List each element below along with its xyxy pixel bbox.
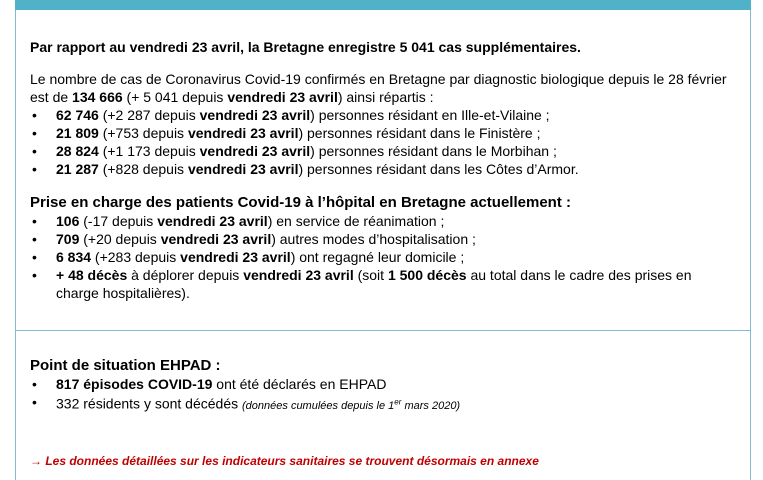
item-text: (+283 depuis [91,249,181,265]
hospital-list [30,212,735,302]
item-day: vendredi 23 avril [160,231,272,247]
bullet-icon: • [32,213,37,229]
item-text: (+1 173 depuis [98,143,200,159]
item-text: ) personnes résidant dans le Finistère ; [298,125,541,141]
intro-text: Par rapport au vendredi 23 avril, la Bretagne enregistre 5 041 cas supplémentaires [30,39,578,55]
deaths-total: 1 500 décès [387,267,467,283]
bullet-icon: • [32,249,37,265]
item-text: ) personnes résidant dans le Morbihan ; [310,143,557,159]
annex-note: → Les données détaillées sur les indicateurs sanitaires se trouvent désormais en annexe [30,454,539,468]
section-divider [15,330,751,331]
frame-right-border [750,10,751,480]
cases-text-1: Le nombre de cas de Coronavirus Covid-19 confirmés en Bretagne par diagnostic biologique depuis le 28 février est de [30,71,727,105]
item-number: 21 809 [56,125,99,141]
item-text: ont été déclarés en EHPAD [212,376,387,392]
bullet-icon: • [32,107,37,123]
cases-text-3: ) ainsi répartis : [337,89,434,105]
hospital-section [30,194,735,302]
cumulative-note [242,397,461,412]
list-item [30,106,735,124]
note-text: mars 2020) [401,399,461,412]
intro-period: . [577,39,581,55]
list-item [30,124,735,142]
frame-left-border [15,10,16,480]
item-day: vendredi 23 avril [243,267,354,283]
department-list [30,106,735,178]
ehpad-heading: Point de situation EHPAD : [30,357,221,374]
item-number: 106 [56,213,80,229]
bullet-icon: • [32,125,37,141]
item-day: vendredi 23 avril [199,143,311,159]
cases-total: 134 666 [72,89,123,105]
item-number: 28 824 [56,143,99,159]
item-day: vendredi 23 avril [157,213,268,229]
item-text: (+828 depuis [98,161,188,177]
item-day: vendredi 23 avril [180,249,291,265]
item-text: à déplorer depuis [127,267,244,283]
item-text: (-17 depuis [79,213,158,229]
bullet-icon: • [32,267,37,283]
list-item [30,393,735,415]
item-text: (+20 depuis [79,231,161,247]
list-item [30,375,735,393]
item-text: ) personnes résidant en Ille-et-Vilaine ; [310,107,550,123]
item-number: 62 746 [56,107,99,123]
item-text: ) ont regagné leur domicile ; [290,249,465,265]
item-day: vendredi 23 avril [199,107,311,123]
item-text: (soit [353,267,388,283]
list-item [30,212,735,230]
item-number: 6 834 [56,249,92,265]
item-day: vendredi 23 avril [187,125,299,141]
intro-summary [30,38,735,56]
item-day: vendredi 23 avril [187,161,299,177]
cases-text-2: (+ 5 041 depuis [122,89,228,105]
item-text: (+753 depuis [98,125,188,141]
list-item [30,230,735,248]
episodes-number: 817 épisodes COVID-19 [56,376,213,392]
bullet-icon: • [32,394,37,410]
bullet-icon: • [32,161,37,177]
ehpad-list [30,375,735,415]
item-number: 709 [56,231,80,247]
item-number: 21 287 [56,161,99,177]
cases-section [30,70,735,178]
list-item [30,142,735,160]
item-text: ) en service de réanimation ; [267,213,445,229]
item-text: 332 résidents y sont décédés [56,395,243,412]
deaths-number: + 48 décès [56,267,128,283]
header-band [15,0,751,10]
bullet-icon: • [32,376,37,392]
item-text: au total dans le cadre des prises en charge hospitalières). [56,267,692,301]
hospital-heading: Prise en charge des patients Covid-19 à l’hôpital en Bretagne actuellement : [30,194,571,211]
cases-day: vendredi 23 avril [227,89,338,105]
list-item [30,266,735,302]
cases-paragraph [30,70,735,106]
list-item [30,248,735,266]
note-text: (données cumulées depuis le 1 [242,399,395,412]
item-text: (+2 287 depuis [98,107,200,123]
note-superscript: er [394,397,402,406]
list-item [30,160,735,178]
bullet-icon: • [32,231,37,247]
ehpad-section [30,357,735,415]
item-text: ) autres modes d’hospitalisation ; [271,231,476,247]
item-text: ) personnes résidant dans les Côtes d’Armor. [298,161,579,177]
bullet-icon: • [32,143,37,159]
